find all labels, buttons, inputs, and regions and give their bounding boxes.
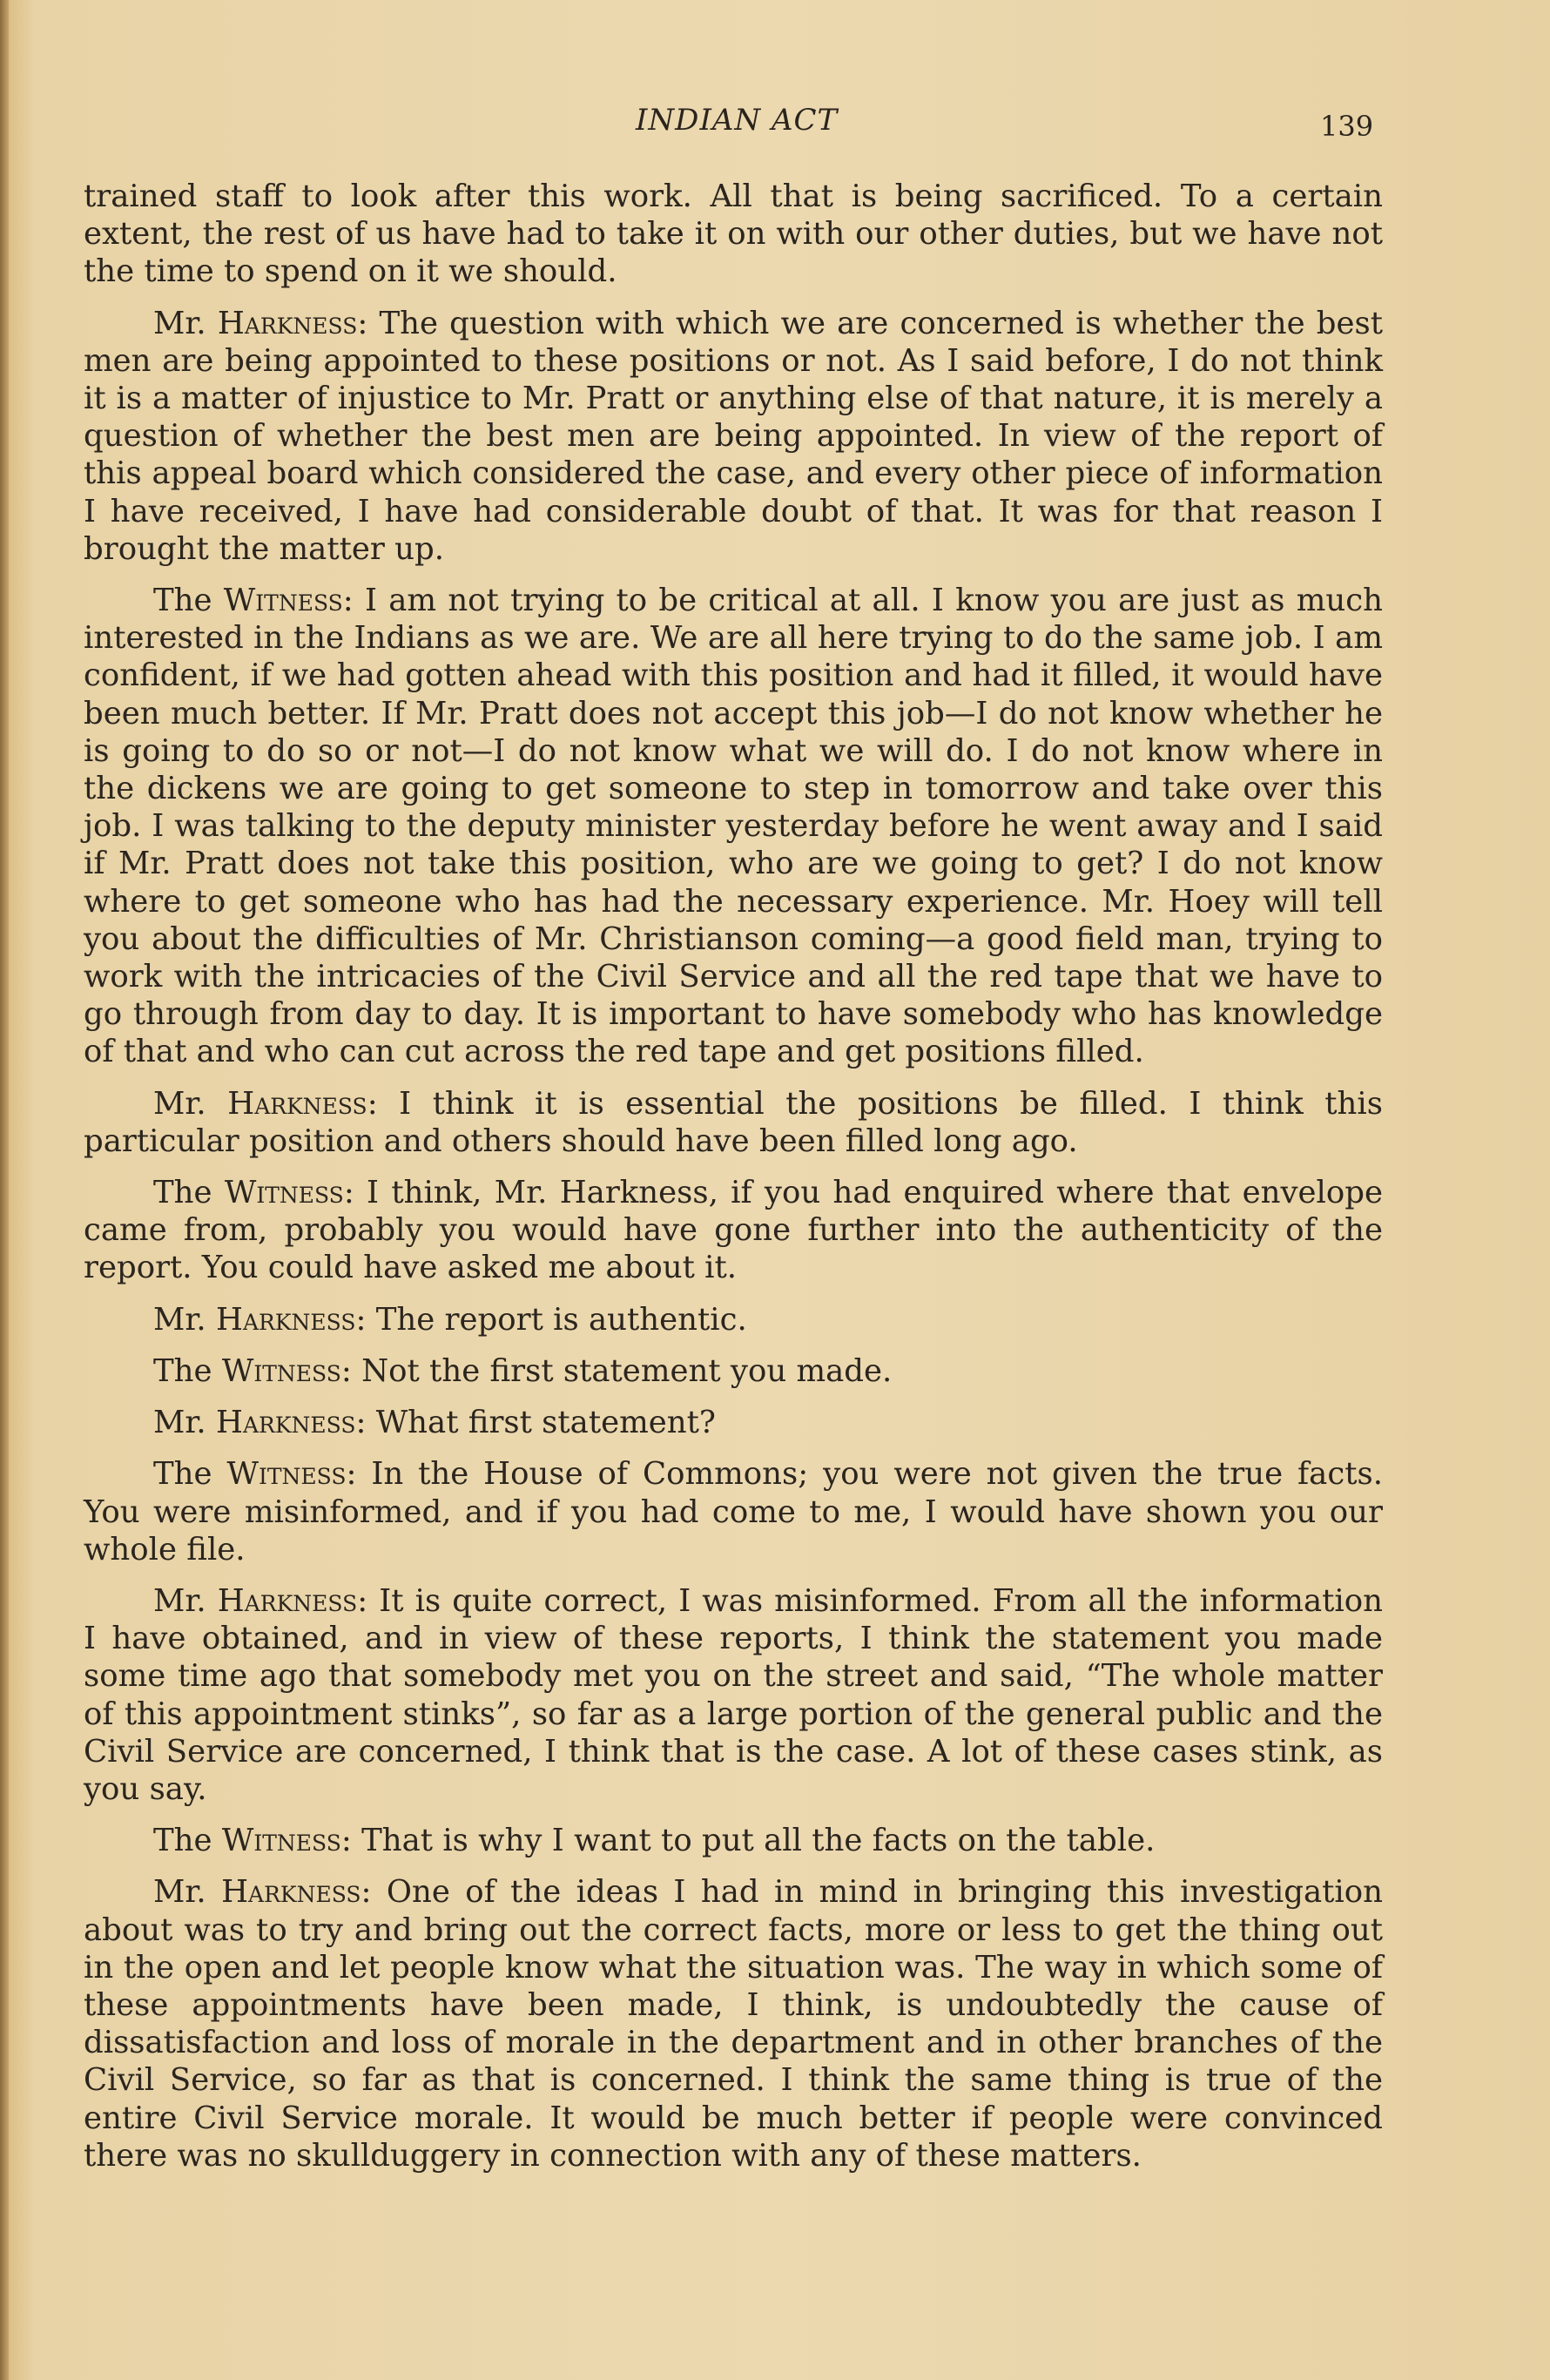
paragraph — [84, 1582, 1383, 1808]
paragraph-text: : One of the ideas I had in mind in bringing this investigation about was to try and bring out the correct facts, more or less to get the thing out in the open and let people know what the situation was. The way in which some of these appointments have been made, I think, is undoubtedly the cause of dissatisfaction and loss of morale in the department and in other branches of the Civil Service, so far as that is concerned. I think the same thing is true of the entire Civil Service morale. It would be much better if people were convinced there was no skullduggery in connection with any of these matters. — [84, 1874, 1383, 2174]
speaker-name: Harkness — [217, 305, 358, 341]
paragraph — [84, 1873, 1383, 2174]
speaker-name: Witness — [221, 1823, 341, 1859]
speaker-prefix: The — [153, 1456, 227, 1493]
paragraph — [84, 305, 1383, 568]
page-spine-edge — [0, 0, 9, 2380]
paragraph — [84, 1352, 1383, 1390]
paragraph-text: : I think it is essential the positions be filled. I think this particular position and others should have been filled long ago. — [84, 1085, 1383, 1159]
speaker-prefix: Mr. — [153, 1582, 218, 1619]
paragraph-text: : What first statement? — [355, 1405, 716, 1441]
speaker-name: Witness — [226, 1456, 347, 1493]
paragraph — [84, 1404, 1383, 1441]
speaker-prefix: The — [153, 1175, 225, 1211]
paragraph-text: trained staff to look after this work. All that is being sacrificed. To a certain extent, the rest of us have had to take it on with our other duties, but we have not the time to spend on it we should. — [84, 179, 1383, 290]
speaker-prefix: Mr. — [153, 1085, 228, 1122]
speaker-name: Witness — [223, 583, 343, 619]
speaker-prefix: Mr. — [153, 1405, 216, 1441]
paragraph — [84, 582, 1383, 1071]
paragraph-text: : I am not trying to be critical at all. I know you are just as much interested in the Indians as we are. We are all here trying to do the same job. I am confident, if we had gotten ahead with this position and had it filled, it would have been much better. If Mr. Pratt does not accept this job—I do not know whether he is going to do so or not—I do not know what we will do. I do not know where in the dickens we are going to get someone to step in tomorrow and take over this job. I was talking to the deputy minister yesterday before he went away and I said if Mr. Pratt does not take this position, who are we going to get? I do not know where to get someone who has had the necessary experience. Mr. Hoey will tell you about the difficulties of Mr. Christianson coming—a good field man, trying to work with the intricacies of the Civil Service and all the red tape that we have to go through from day to day. It is important to have somebody who has knowledge of that and who can cut across the red tape and get positions filled. — [84, 583, 1383, 1070]
speaker-prefix: The — [153, 1352, 222, 1389]
page-number: 139 — [1320, 110, 1374, 143]
paragraph — [84, 1085, 1383, 1160]
paragraph — [84, 1174, 1383, 1287]
paragraph — [84, 178, 1383, 291]
speaker-prefix: Mr. — [153, 305, 218, 341]
paragraph-text: : It is quite correct, I was misinformed. From all the information I have obtained, and in view of these reports, I think the statement you made some time ago that somebody met you on the street and said, “The whole matter of this appointment stinks”, so far as a large portion of the general public and the Civil Service are concerned, I think that is the case. A lot of these cases stink, as you say. — [84, 1582, 1383, 1807]
speaker-name: Harkness — [216, 1301, 356, 1338]
speaker-name: Harkness — [221, 1874, 361, 1911]
page-header — [0, 103, 1550, 155]
speaker-name: Witness — [221, 1352, 341, 1389]
paragraph-text: : Not the first statement you made. — [340, 1352, 893, 1389]
running-head: INDIAN ACT — [636, 103, 839, 138]
speaker-prefix: The — [153, 1823, 222, 1859]
speaker-name: Harkness — [217, 1582, 358, 1619]
speaker-prefix: The — [153, 583, 224, 619]
paragraph-text: : That is why I want to put all the facts on the table. — [340, 1823, 1156, 1859]
speaker-prefix: Mr. — [153, 1301, 216, 1338]
paragraph-text: : The question with which we are concerned is whether the best men are being appointed to these positions or not. As I said before, I do not think it is a matter of injustice to Mr. Pratt or anything else of that nature, it is merely a question of whether the best men are being appointed. In view of the report of this appeal board which considered the case, and every other piece of information I have received, I have had considerable doubt of that. It was for that reason I brought the matter up. — [84, 305, 1383, 567]
speaker-name: Witness — [224, 1175, 344, 1211]
paragraph — [84, 1301, 1383, 1338]
transcript-body — [84, 178, 1383, 2188]
paragraph-text: : The report is authentic. — [355, 1301, 747, 1338]
paragraph — [84, 1455, 1383, 1568]
paragraph — [84, 1822, 1383, 1859]
speaker-name: Harkness — [216, 1405, 356, 1441]
speaker-name: Harkness — [227, 1085, 367, 1122]
paragraph-text: : In the House of Commons; you were not given the true facts. You were misinformed, and if you had come to me, I would have shown you our whole file. — [84, 1456, 1383, 1568]
paragraph-text: : I think, Mr. Harkness, if you had enquired where that envelope came from, probably you would have gone further into the authenticity of the report. You could have asked me about it. — [84, 1175, 1384, 1286]
speaker-prefix: Mr. — [153, 1874, 222, 1911]
